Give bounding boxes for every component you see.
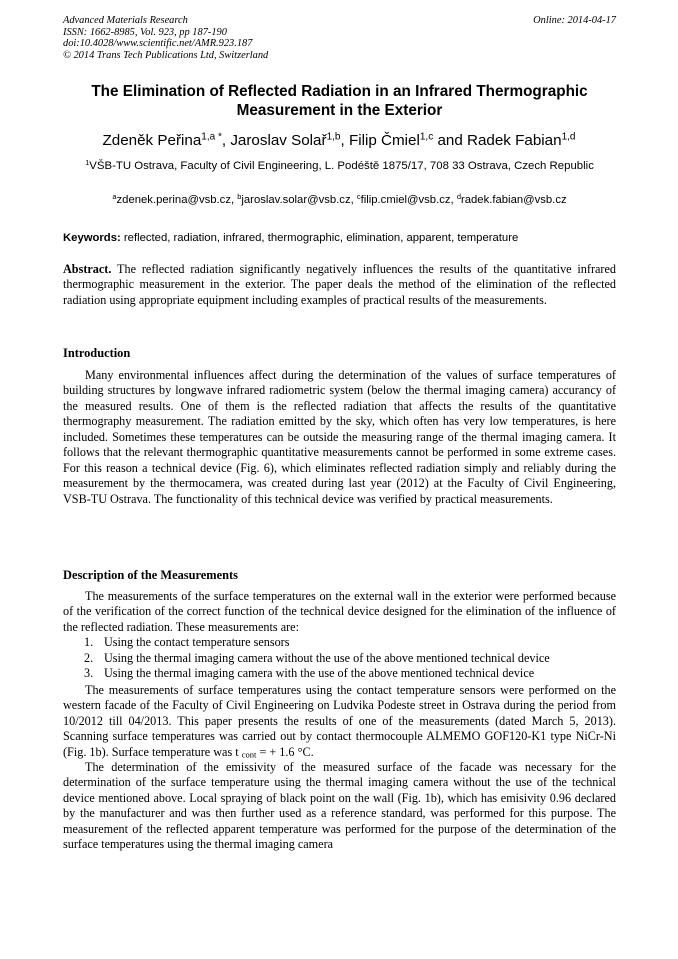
email-link[interactable]: filip.cmiel@vsb.cz: [360, 194, 451, 206]
keywords-label: Keywords:: [63, 232, 121, 244]
abstract-label: Abstract.: [63, 262, 112, 276]
email-sup: d: [456, 191, 461, 201]
email-list: [63, 193, 616, 207]
email-link[interactable]: radek.fabian@vsb.cz: [460, 194, 567, 206]
abstract-text: The reflected radiation significantly negatively influences the results of the quantitative infrared thermographic measurement in the exterior. The paper deals the method of the elimination of the reflected radiation using appropriate equipment including examples of practical results of the measurements.: [63, 262, 616, 307]
online-date: Online: 2014-04-17: [533, 15, 616, 26]
author-sep: ,: [221, 132, 231, 149]
list-text: Using the thermal imaging camera with the use of the above mentioned technical device: [104, 666, 535, 681]
description-intro-paragraph: The measurements of the surface temperatures on the external wall in the exterior were performed because of the verification of the correct function of the technical device designed for the elimination of the influence of the reflected radiation. These measurements are:: [63, 589, 616, 634]
list-item: [84, 650, 616, 666]
author-sep: and: [433, 132, 467, 149]
keywords-text: reflected, radiation, infrared, thermographic, elimination, apparent, temperature: [123, 232, 519, 244]
list-item: [84, 666, 616, 681]
author-sup: 1,b: [326, 131, 341, 143]
email-sep: ,: [450, 194, 457, 206]
author-sep: ,: [340, 132, 349, 149]
copyright-line: © 2014 Trans Tech Publications Ltd, Switzerland: [63, 49, 269, 61]
author-sup: 1,c: [419, 131, 434, 143]
temperature-value: = + 1.6 °C.: [259, 744, 314, 759]
author-name: Radek Fabian: [467, 132, 562, 149]
email-link[interactable]: zdenek.perina@vsb.cz: [116, 194, 231, 206]
list-number: 2.: [84, 650, 94, 665]
author-list: [40, 131, 638, 150]
affiliation-text: VŠB-TU Ostrava, Faculty of Civil Engineering, L. Podéště 1875/17, 708 33 Ostrava, Czech Republic: [89, 160, 594, 172]
temperature-subscript: cont: [241, 749, 257, 760]
list-number: 1.: [84, 635, 94, 650]
introduction-paragraph: Many environmental influences affect during the determination of the values of surface temperatures of building structures by longwave infrared radiometric system (below the thermal imaging camera) accurancy of the measured results. One of them is the reflected radiation that affects the results of the quantitative thermography measurement. The radiation emitted by the sky, which often has very low temperatures, is here included. Sometimes these temperatures can be outside the measuring range of the thermal imaging camera. It follows that the relevant thermographic quantitative measurements cannot be performed in some extreme cases. For this reason a technical device (Fig. 6), which eliminates reflected radiation simply and reliably during the measurement by the thermocamera, was created during last year (2012) at the Faculty of Civil Engineering, VSB-TU Ostrava. The functionality of this technical device was verified by practical measurements.: [63, 368, 616, 506]
email-sup: c: [356, 191, 361, 201]
emissivity-paragraph: The determination of the emissivity of the measured surface of the facade was necessary for the determination of the surface temperature using the thermal imaging camera without the use of the technical device mentioned above. Local spraying of black point on the wall (Fig. 1b), which has emisivity 0.96 declared by the manufacturer and was then further used as a reference standard, was performed for this purpose. The measurement of the reflected apparent temperature was performed for the purpose of the determination of the surface temperatures using the thermal imaging camera: [63, 759, 616, 852]
author-name: Filip Čmiel: [348, 132, 420, 149]
list-item: [84, 635, 616, 650]
description-section: [63, 589, 616, 853]
doi-line: doi:10.4028/www.scientific.net/AMR.923.187: [63, 38, 253, 50]
journal-name: Advanced Materials Research: [63, 15, 188, 26]
measurement-paragraph-text: The measurements of surface temperatures using the contact temperature sensors were performed on the western facade of the Faculty of Civil Engineering on Ludvika Podeste street in Ostrava during the period from 10/2012 till 04/2013. This paper presents the results of one of the measurements (dated March 5, 2013). Scanning surface temperatures was carried out by contact thermocouple ALMEMO GOF120-K1 type NiCr-Ni (Fig. 1b). Surface temperature was t: [63, 682, 616, 759]
author-sup: 1,a *: [201, 131, 222, 143]
email-sup: a: [112, 191, 117, 201]
journal-header: [63, 15, 616, 61]
author-sup: 1,d: [561, 131, 576, 143]
list-text: Using the thermal imaging camera without the use of the above mentioned technical device: [104, 650, 550, 665]
list-number: 3.: [84, 666, 94, 681]
email-sep: ,: [230, 194, 238, 206]
measurement-paragraph: [63, 683, 616, 760]
paper-title: The Elimination of Reflected Radiation in an Infrared Thermographic Measurement in the Exterior: [91, 83, 588, 119]
email-sup: b: [237, 191, 242, 201]
abstract: [63, 262, 616, 308]
description-heading: Description of the Measurements: [63, 568, 238, 582]
measurement-list: [63, 635, 616, 681]
keywords: [63, 231, 616, 245]
email-sep: ,: [350, 194, 357, 206]
affiliation-sup: 1: [85, 157, 90, 167]
introduction-section: [63, 368, 616, 507]
list-text: Using the contact temperature sensors: [104, 635, 290, 650]
introduction-heading: Introduction: [63, 346, 131, 360]
affiliation: [63, 159, 616, 173]
author-name: Jaroslav Solař: [230, 132, 327, 149]
email-link[interactable]: jaroslav.solar@vsb.cz: [241, 194, 351, 206]
author-name: Zdeněk Peřina: [102, 132, 202, 149]
issn-line: ISSN: 1662-8985, Vol. 923, pp 187-190: [63, 26, 227, 38]
